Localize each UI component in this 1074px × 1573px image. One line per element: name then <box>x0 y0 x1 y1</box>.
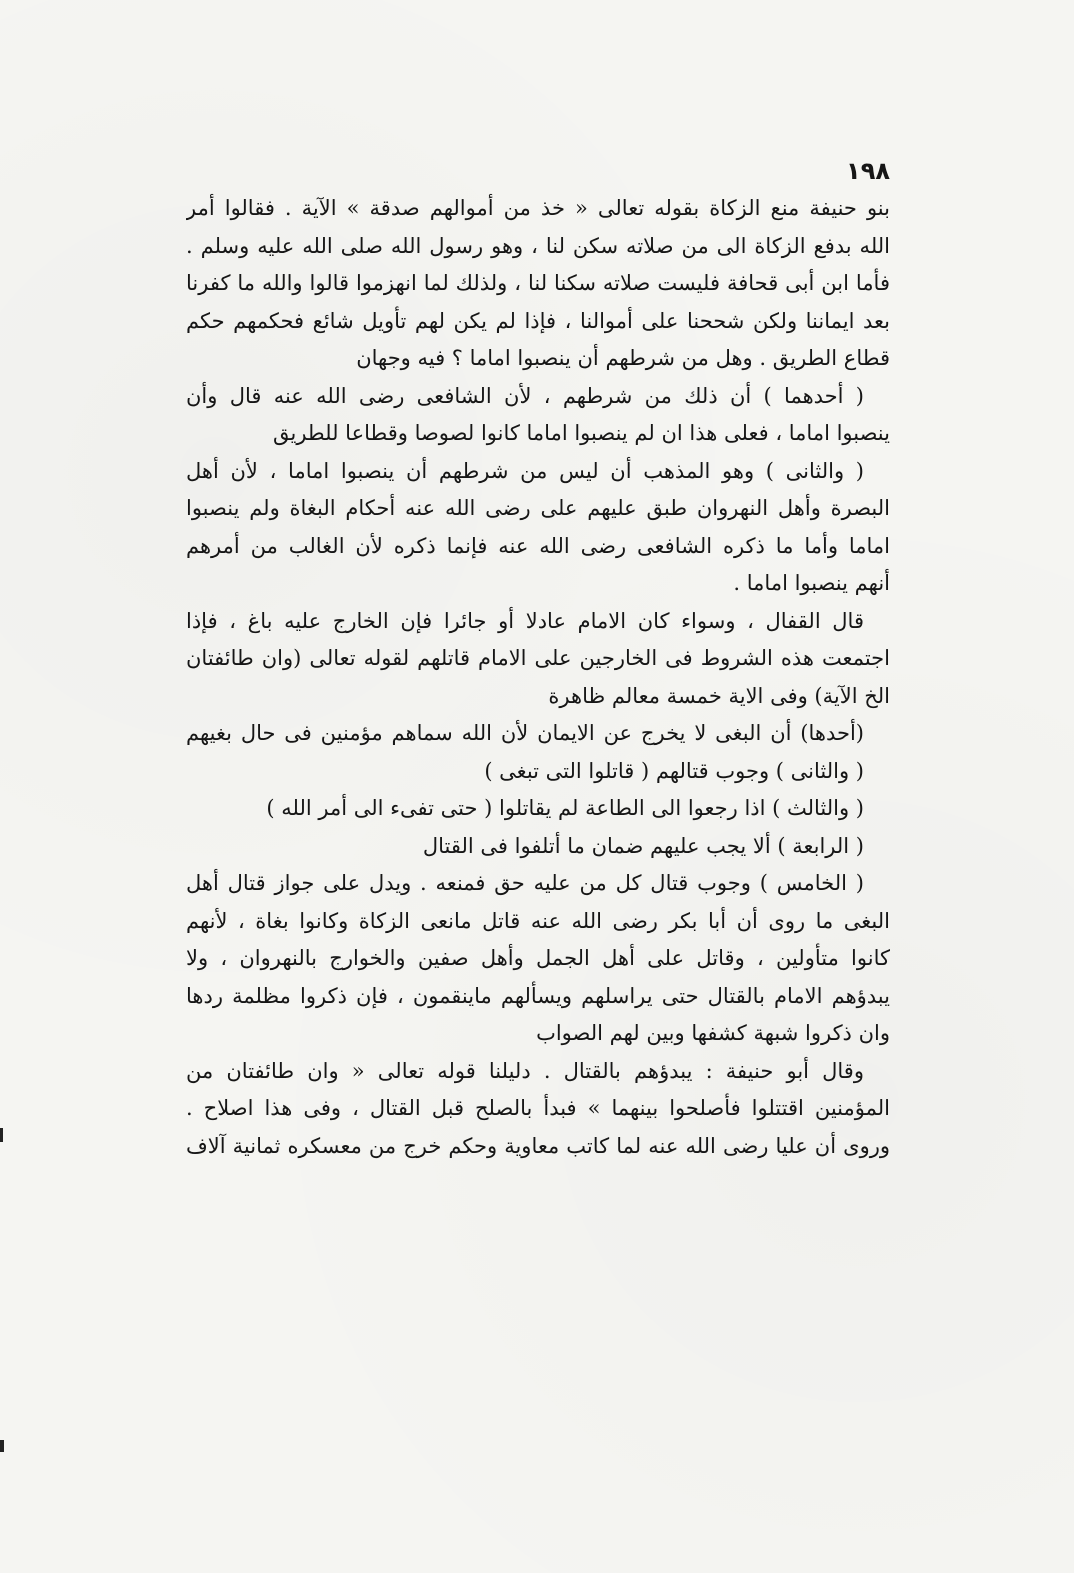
text-line: (أحدها) أن البغى لا يخرج عن الايمان لأن الله سماهم مؤمنين فى حال بغيهم <box>186 721 864 745</box>
text-line: وروى أن عليا رضى الله عنه لما كاتب معاوية وحكم خرج من معسكره ثمانية آلاف <box>186 1133 890 1158</box>
text-line: ( الرابعة ) ألا يجب عليهم ضمان ما أتلفوا فى القتال <box>422 833 864 858</box>
text-line: يبدؤهم الامام بالقتال حتى يراسلهم ويسألهم ماينقمون ، فإن ذكروا مظلمة ردها <box>186 983 890 1008</box>
text-line: اجتمعت هذه الشروط فى الخارجين على الامام قاتلهم لقوله تعالى (وان طائفتان <box>186 646 890 670</box>
text-line: المؤمنين اقتتلوا فأصلحوا بينهما » فبدأ بالصلح قبل القتال ، وفى هذا اصلاح . <box>186 1096 890 1120</box>
scan-edge-mark <box>0 1128 3 1142</box>
text-line: الخ الآية) وفى الاية خمسة معالم ظاهرة <box>548 683 890 708</box>
text-line: وان ذكروا شبهة كشفها وبين لهم الصواب <box>536 1021 890 1045</box>
text-line: اماما وأما ما ذكره الشافعى رضى الله عنه فإنما ذكره لأن الغالب من أمرهم <box>186 533 890 558</box>
text-line: وقال أبو حنيفة : يبدؤهم بالقتال . دليلنا قوله تعالى « وان طائفتان من <box>186 1058 864 1083</box>
text-line: الله بدفع الزكاة الى من صلاته سكن لنا ، وهو رسول الله صلى الله عليه وسلم . <box>186 233 890 258</box>
text-line: قال القفال ، وسواء كان الامام عادلا أو جائرا فإن الخارج عليه باغ ، فإذا <box>186 608 864 633</box>
text-line: ( الخامس ) وجوب قتال كل من عليه حق فمنعه . ويدل على جواز قتال أهل <box>186 871 864 895</box>
text-line: كانوا متأولين ، وقاتل على أهل الجمل وأهل صفين والخوارج بالنهروان ، ولا <box>186 946 890 970</box>
text-line: ( أحدهما ) أن ذلك من شرطهم ، لأن الشافعى رضى الله عنه قال وأن <box>186 383 864 408</box>
text-line: ( والثانى ) وجوب قتالهم ( قاتلوا التى تبغى ) <box>484 758 864 783</box>
text-line: ( والثانى ) وهو المذهب أن ليس من شرطهم أن ينصبوا اماما ، لأن أهل <box>186 458 864 483</box>
text-line: فأما ابن أبى قحافة فليست صلاته سكنا لنا ، ولذلك لما انهزموا قالوا والله ما كفرنا <box>186 271 890 295</box>
text-line: أنهم ينصبوا اماما . <box>733 571 890 595</box>
text-line: قطاع الطريق . وهل من شرطهم أن ينصبوا اماما ؟ فيه وجهان <box>356 346 890 370</box>
page-number: ١٩٨ <box>846 157 890 185</box>
text-line: ينصبوا اماما ، فعلى هذا ان لم ينصبوا اماما كانوا لصوصا وقطاعا للطريق <box>272 421 890 445</box>
scan-edge-mark <box>0 1440 4 1452</box>
body-text <box>186 190 890 1165</box>
text-line: البغى ما روى أن أبا بكر رضى الله عنه قاتل مانعى الزكاة وكانوا بغاة ، لأنهم <box>186 908 890 933</box>
text-line: البصرة وأهل النهروان طبق عليهم على رضى الله عنه أحكام البغاة ولم ينصبوا <box>186 496 890 520</box>
text-line: ( والثالث ) اذا رجعوا الى الطاعة لم يقاتلوا ( حتى تفىء الى أمر الله ) <box>266 796 864 820</box>
text-line: بنو حنيفة منع الزكاة بقوله تعالى « خذ من أموالهم صدقة » الآية . فقالوا أمر <box>186 196 890 220</box>
text-line: بعد ايماننا ولكن شححنا على أموالنا ، فإذا لم يكن لهم تأويل شائع فحكمهم حكم <box>186 308 890 333</box>
